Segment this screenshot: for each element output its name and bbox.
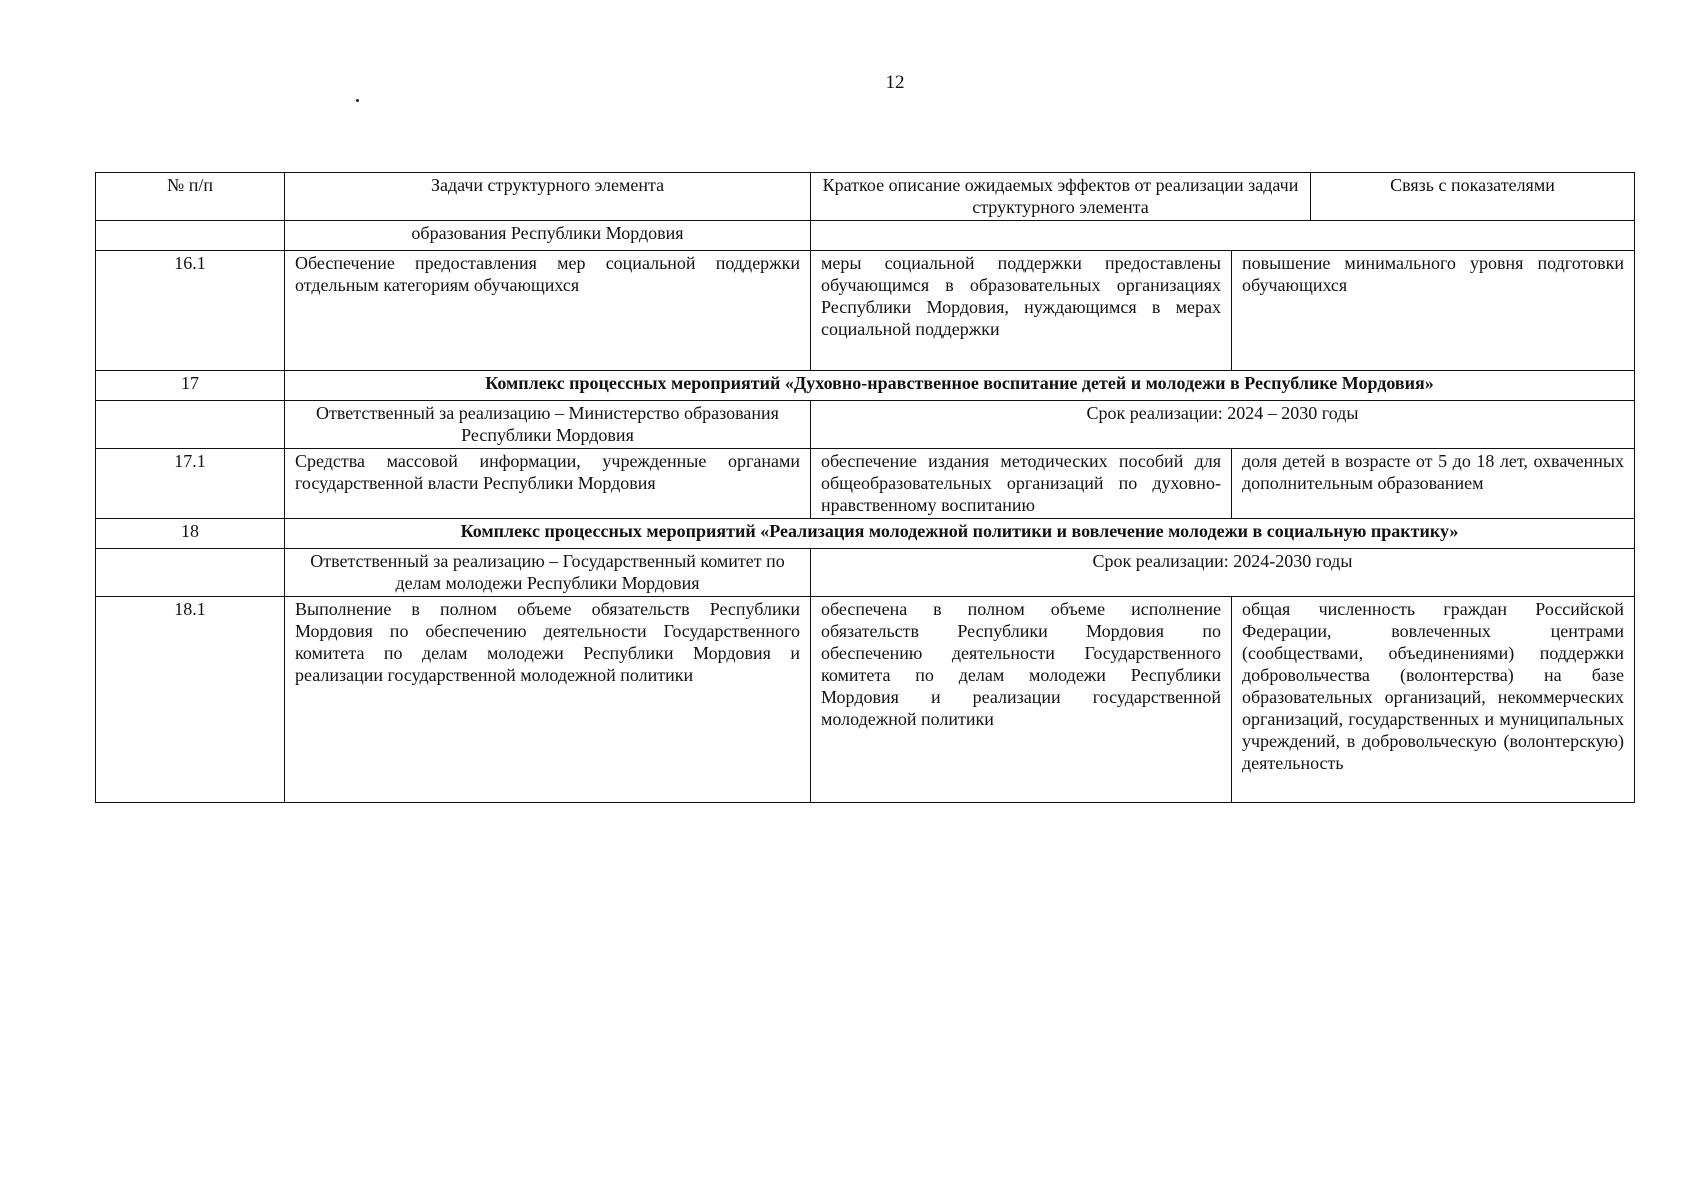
section-title: Комплекс процессных мероприятий «Духовно-нравственное воспитание детей и молодежи в Республике Мордовия» [285,371,1635,401]
cell-num: 17.1 [96,449,285,519]
cell-num-empty [96,221,285,251]
table-row-16-1 [96,251,1635,371]
responsible-row-17 [96,401,1635,449]
cell-num-empty [96,401,285,449]
cell-responsible: Ответственный за реализацию – Государственный комитет по делам молодежи Республики Мордовия [285,549,811,597]
cell-task: Обеспечение предоставления мер социальной поддержки отдельным категориям обучающихся [285,251,811,371]
cell-num: 16.1 [96,251,285,371]
table-header-row [96,173,1635,221]
header-num: № п/п [96,173,285,221]
cell-num: 18.1 [96,597,285,803]
section-row-17 [96,371,1635,401]
cell-responsible-tail: образования Республики Мордовия [285,221,811,251]
scan-speck [356,99,359,102]
responsible-row-18 [96,549,1635,597]
cell-num: 18 [96,519,285,549]
cell-task: Средства массовой информации, учрежденные органами государственной власти Республики Мордовия [285,449,811,519]
cell-num-empty [96,549,285,597]
cell-task: Выполнение в полном объеме обязательств Республики Мордовия по обеспечению деятельности Государственного комитета по делам молодежи Республики Мордовия и реализации государственной молодежной политики [285,597,811,803]
cell-link: доля детей в возрасте от 5 до 18 лет, охваченных дополнительным образованием [1232,449,1635,519]
cell-term: Срок реализации: 2024-2030 годы [811,549,1635,597]
cell-term-empty [811,221,1635,251]
cell-num: 17 [96,371,285,401]
cell-term: Срок реализации: 2024 – 2030 годы [811,401,1635,449]
table-row-16-continuation [96,221,1635,251]
table-row-17-1 [96,449,1635,519]
cell-link: общая численность граждан Российской Федерации, вовлеченных центрами (сообществами, объединениями) поддержки добровольчества (волонтерства) на базе образовательных организаций, некоммерческих организаций, государственных и муниципальных учреждений, в добровольческую (волонтерскую) деятельность [1232,597,1635,803]
program-table [95,172,1635,803]
header-effects: Краткое описание ожидаемых эффектов от реализации задачи структурного элемента [811,173,1311,221]
cell-effect: меры социальной поддержки предоставлены обучающимся в образовательных организациях Республики Мордовия, нуждающимся в мерах социальной поддержки [811,251,1232,371]
cell-link: повышение минимального уровня подготовки обучающихся [1232,251,1635,371]
section-title: Комплекс процессных мероприятий «Реализация молодежной политики и вовлечение молодежи в социальную практику» [285,519,1635,549]
cell-effect: обеспечена в полном объеме исполнение обязательств Республики Мордовия по обеспечению деятельности Государственного комитета по делам молодежи Республики Мордовия и реализации государственной молодежной политики [811,597,1232,803]
header-task: Задачи структурного элемента [285,173,811,221]
cell-responsible: Ответственный за реализацию – Министерство образования Республики Мордовия [285,401,811,449]
header-link: Связь с показателями [1311,173,1635,221]
cell-effect: обеспечение издания методических пособий для общеобразовательных организаций по духовно-нравственному воспитанию [811,449,1232,519]
section-row-18 [96,519,1635,549]
page-number: 12 [885,72,905,93]
table-row-18-1 [96,597,1635,803]
